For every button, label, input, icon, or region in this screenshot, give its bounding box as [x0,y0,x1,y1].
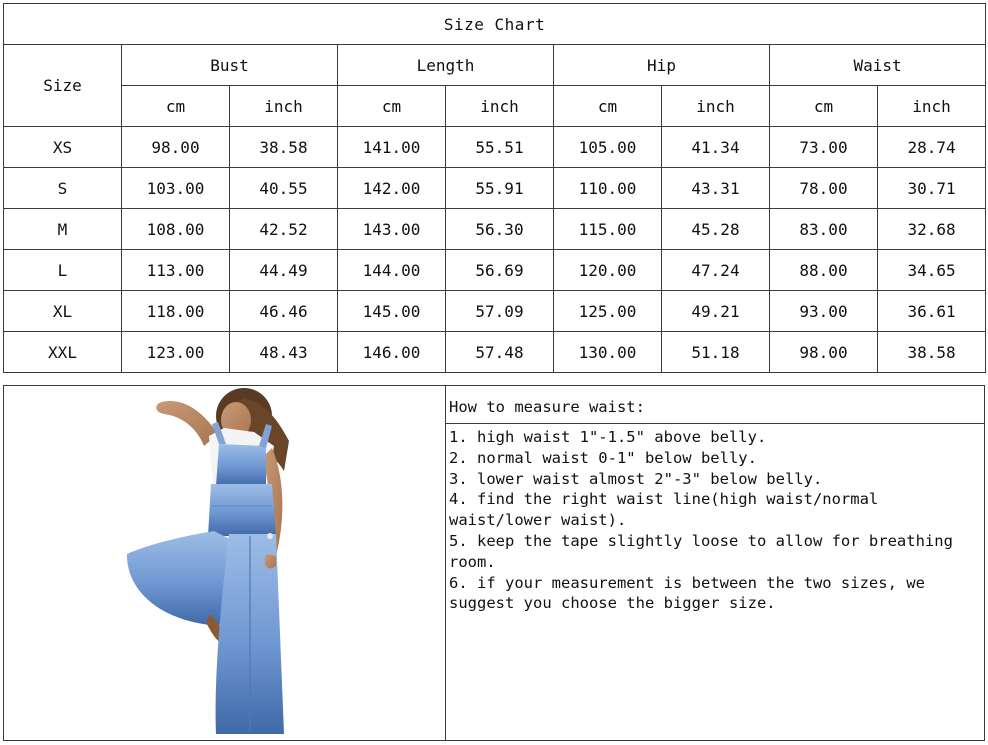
measurement-cell: 98.00 [770,332,878,373]
measurement-cell: 55.91 [446,168,554,209]
measurement-cell: 34.65 [878,250,986,291]
measurement-cell: 47.24 [662,250,770,291]
size-row [4,332,986,373]
measurement-cell: 28.74 [878,127,986,168]
measure-guide-item: 1. high waist 1"-1.5" above belly. [449,428,767,446]
size-label-cell: L [4,250,122,291]
measure-guide-item: 3. lower waist almost 2"-3" below belly. [449,469,823,488]
measurement-cell: 103.00 [122,168,230,209]
size-label-cell: M [4,209,122,250]
unit-header-cm: cm [554,86,662,127]
unit-header-inch: inch [662,86,770,127]
measurement-cell: 46.46 [230,291,338,332]
measurement-cell: 78.00 [770,168,878,209]
measurement-cell: 118.00 [122,291,230,332]
waist-header: Waist [770,45,986,86]
size-row [4,168,986,209]
size-label-cell: S [4,168,122,209]
measurement-cell: 56.30 [446,209,554,250]
size-chart-table [3,3,986,373]
measurement-cell: 57.48 [446,332,554,373]
measurement-cell: 125.00 [554,291,662,332]
measurement-cell: 123.00 [122,332,230,373]
measurement-cell: 105.00 [554,127,662,168]
measurement-cell: 88.00 [770,250,878,291]
bust-header: Bust [122,45,338,86]
size-row [4,209,986,250]
measurement-cell: 55.51 [446,127,554,168]
measurement-cell: 141.00 [338,127,446,168]
measurement-cell: 30.71 [878,168,986,209]
measurement-cell: 45.28 [662,209,770,250]
measurement-cell: 40.55 [230,168,338,209]
measurement-cell: 36.61 [878,291,986,332]
hip-header: Hip [554,45,770,86]
unit-header-inch: inch [446,86,554,127]
overalls-model-image [4,386,445,740]
size-label-cell: XXL [4,332,122,373]
unit-header-inch: inch [230,86,338,127]
size-chart-title: Size Chart [4,4,986,45]
size-label-cell: XL [4,291,122,332]
measurement-cell: 93.00 [770,291,878,332]
measure-guide [446,386,984,740]
measurement-cell: 32.68 [878,209,986,250]
measure-guide-item: 4. find the right waist line(high waist/normal waist/lower waist). [449,490,888,530]
measurement-cell: 38.58 [878,332,986,373]
measurement-cell: 48.43 [230,332,338,373]
measure-guide-item: 5. keep the tape slightly loose to allow for breathing room. [449,531,963,571]
measurement-cell: 130.00 [554,332,662,373]
measurement-cell: 145.00 [338,291,446,332]
unit-header-cm: cm [338,86,446,127]
measurement-cell: 73.00 [770,127,878,168]
measurement-cell: 44.49 [230,250,338,291]
measurement-cell: 51.18 [662,332,770,373]
unit-header-inch: inch [878,86,986,127]
size-column-header: Size [4,45,122,127]
size-label-cell: XS [4,127,122,168]
measurement-cell: 108.00 [122,209,230,250]
measurement-cell: 57.09 [446,291,554,332]
measurement-cell: 49.21 [662,291,770,332]
measurement-cell: 41.34 [662,127,770,168]
measurement-cell: 115.00 [554,209,662,250]
measurement-cell: 120.00 [554,250,662,291]
size-row [4,291,986,332]
measurement-cell: 43.31 [662,168,770,209]
measure-section [3,385,985,741]
measurement-cell: 38.58 [230,127,338,168]
measurement-cell: 56.69 [446,250,554,291]
measurement-cell: 113.00 [122,250,230,291]
measurement-cell: 98.00 [122,127,230,168]
size-row [4,127,986,168]
measure-guide-item: 6. if your measurement is between the two sizes, we suggest you choose the bigger size. [449,573,935,613]
measure-guide-title: How to measure waist: [446,386,984,424]
measurement-cell: 42.52 [230,209,338,250]
measure-guide-list [446,424,984,614]
measurement-cell: 143.00 [338,209,446,250]
size-row [4,250,986,291]
unit-header-cm: cm [122,86,230,127]
measurement-cell: 142.00 [338,168,446,209]
measurement-cell: 83.00 [770,209,878,250]
measurement-cell: 110.00 [554,168,662,209]
length-header: Length [338,45,554,86]
product-photo [4,386,446,740]
measurement-cell: 146.00 [338,332,446,373]
unit-header-cm: cm [770,86,878,127]
measurement-cell: 144.00 [338,250,446,291]
measure-guide-item: 2. normal waist 0-1" below belly. [449,448,757,467]
